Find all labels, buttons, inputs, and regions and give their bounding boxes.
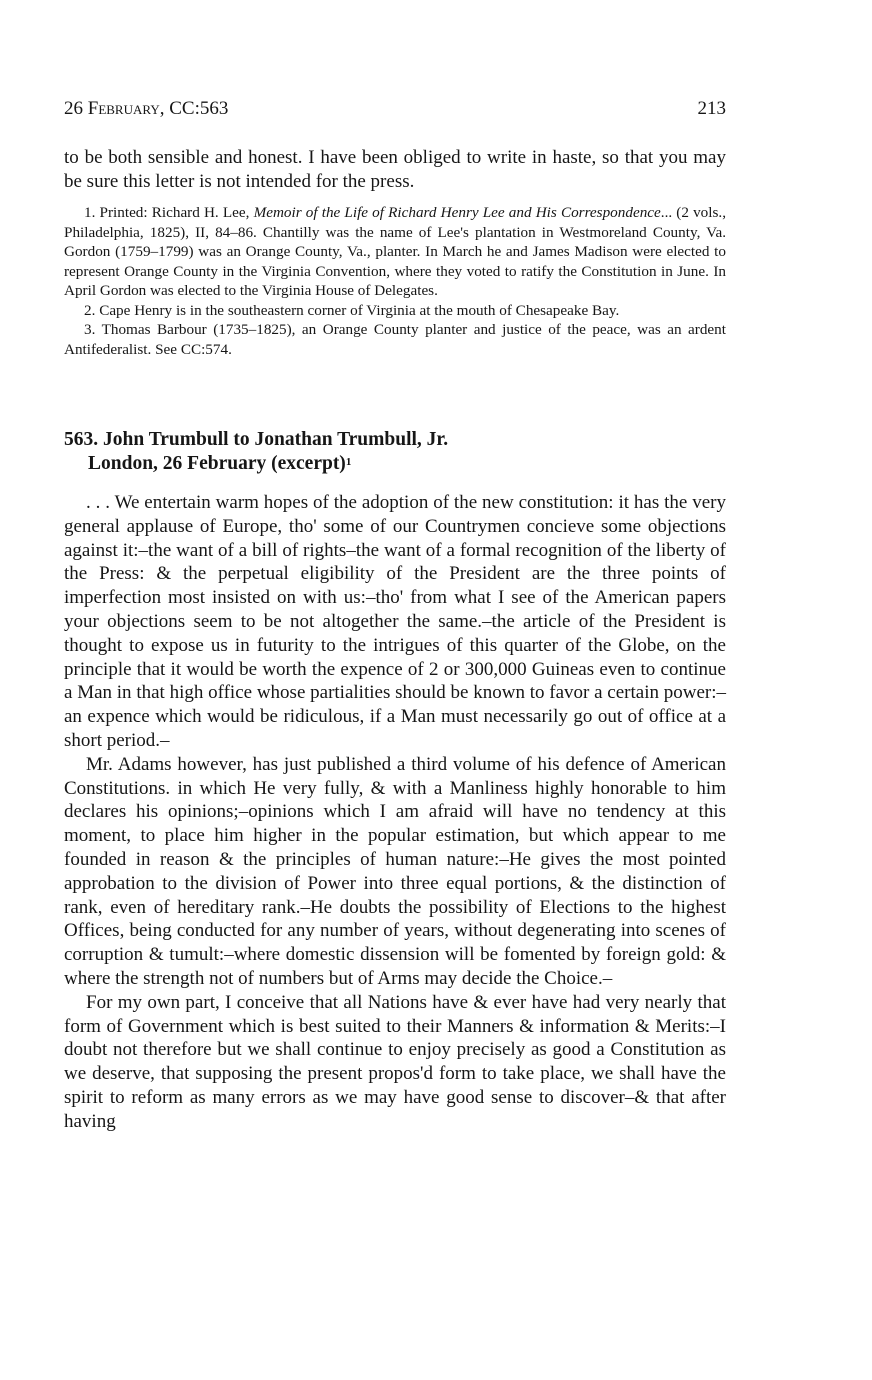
running-head-date-day: 26 xyxy=(64,98,88,119)
letter-body xyxy=(64,491,726,1134)
heading-place-date: London, 26 February (excerpt) xyxy=(88,453,346,474)
letter-paragraph-2: Mr. Adams however, has just published a third volume of his defence of American Constitutions. in which He very fully, & with a Manliness highly honorable to him declares his opinions;–opinions which I am afraid will have no tendency at this moment, to place him higher in the popular estimation, but which appear to me founded in reason & the principles of human nature:–He gives the most pointed approbation to the division of Power into three equal portions, & the distinction of rank, even of hereditary rank.–He doubts the possibility of Elections to the highest Offices, being conducted for any number of years, without degenerating into scenes of corruption & tumult:–where domestic dissension will be fomented by foreign gold: & where the strength not of numbers but of Arms may decide the Choice.– xyxy=(64,753,726,989)
running-head-doc-ref: , CC:563 xyxy=(159,98,229,119)
running-head-month: February xyxy=(87,98,160,119)
footnote-1-rest: ... (2 vols., Philadelphia, 1825), II, 84–86. Chantilly was the name of Lee's plantation in Westmoreland County, Va. Gordon (1759–1799) was an Orange County, Va., planter. In March he and James Madison were elected to represent Orange County in the Virginia Convention, where they voted to ratify the Constitution in June. In April Gordon was elected to the Virginia House of Delegates. xyxy=(64,204,726,299)
running-head-left xyxy=(64,97,228,121)
footnote-1-title: Memoir of the Life of Richard Henry Lee and His Correspondence xyxy=(253,204,661,221)
letter-paragraph-1: . . . We entertain warm hopes of the adoption of the new constitution: it has the very general applause of Europe, tho' some of our Countrymen concieve some objections against it:–the want of a bill of rights–the want of a formal recognition of the liberty of the Press: & the perpetual eligibility of the President are the three points of imperfection most insisted on with us:–tho' from what I see of the American papers your objections seem to be not altogether the same.–the article of the President is thought to expose us in futurity to the intrigues of this quarter of the Globe, on the principle that it would be worth the expence of 2 or 300,000 Guineas even to continue a Man in that high office whose partialities should be known to favor a certain power:–an expence which would be ridiculous, if a Man must necessarily go out of office at a short period.– xyxy=(64,492,726,751)
heading-note-ref: 1 xyxy=(345,456,352,468)
footnotes xyxy=(64,203,726,359)
page-number: 213 xyxy=(697,98,726,119)
heading-line-1: 563. John Trumbull to Jonathan Trumbull, Jr. xyxy=(64,429,449,450)
letter-paragraph-3: For my own part, I conceive that all Nations have & ever have had very nearly that form of Government which is best suited to their Manners & information & Merits:–I doubt not therefore but we shall continue to enjoy precisely as good a Constitution as we deserve, that supposing the present propos'd form to take place, we shall have the spirit to reform as many errors as we may have good sense to discover–& that after having xyxy=(64,991,726,1132)
footnote-1 xyxy=(64,203,726,301)
footnote-3: 3. Thomas Barbour (1735–1825), an Orange County planter and justice of the peace, was an ardent Antifederalist. See CC:574. xyxy=(64,321,726,358)
footnote-1-lead: 1. Printed: Richard H. Lee, xyxy=(84,204,254,221)
document-page xyxy=(64,0,726,1380)
heading-line-2 xyxy=(64,452,726,476)
continuation-text: to be both sensible and honest. I have been obliged to write in haste, so that you may be sure this letter is not intended for the press. xyxy=(64,147,726,192)
footnote-2: 2. Cape Henry is in the southeastern corner of Virginia at the mouth of Chesapeake Bay. xyxy=(84,301,620,319)
document-heading xyxy=(64,428,726,476)
